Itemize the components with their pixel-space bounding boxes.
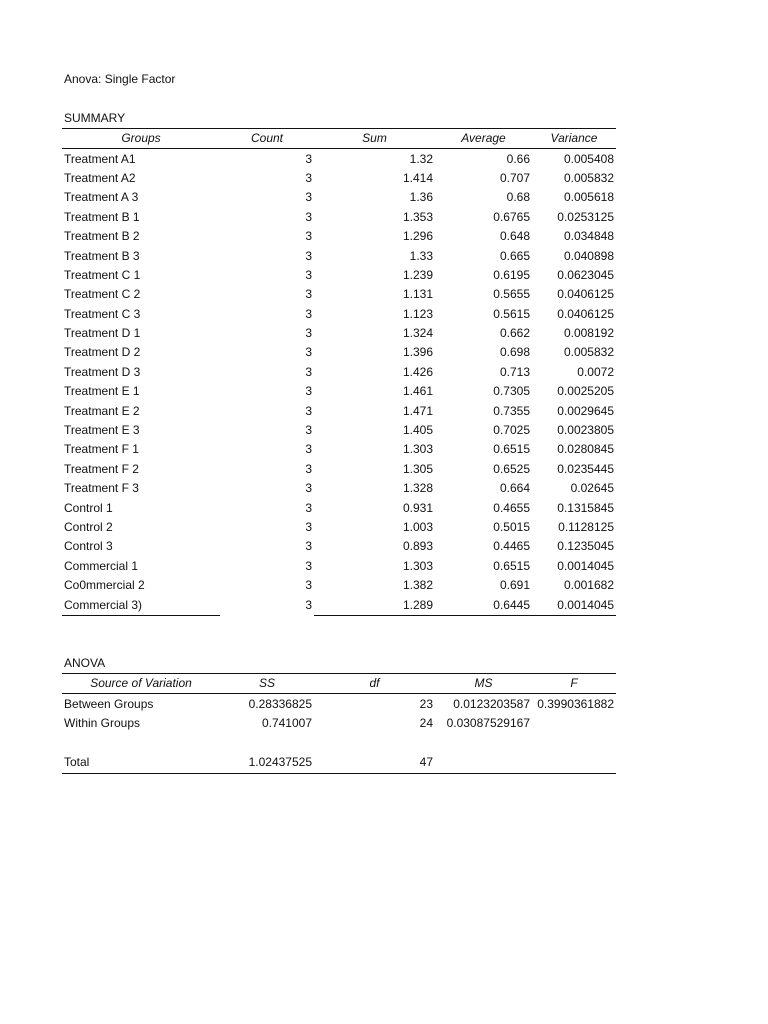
ms-header: MS [435, 674, 532, 694]
summary-row [62, 324, 616, 343]
average-cell: 0.6765 [493, 209, 530, 224]
sum-cell: 1.328 [402, 481, 433, 496]
sum-cell: 1.296 [402, 229, 433, 244]
variance-cell: 0.001682 [563, 578, 614, 593]
group-name-cell: Treatment D 1 [64, 326, 141, 341]
summary-header-row [62, 129, 616, 149]
variance-cell: 0.02645 [570, 481, 614, 496]
summary-row [62, 188, 616, 207]
empty-cell [532, 733, 616, 753]
variance-cell: 0.0406125 [557, 306, 614, 321]
count-cell: 3 [305, 384, 312, 399]
analysis-title: Anova: Single Factor [64, 72, 176, 86]
count-cell: 3 [305, 170, 312, 185]
group-name-cell: Commercial 3) [62, 595, 220, 615]
summary-row [62, 595, 616, 615]
average-cell: 0.6525 [493, 461, 530, 476]
group-name-cell: Treatment B 3 [64, 248, 140, 263]
variance-cell: 0.005618 [563, 190, 614, 205]
count-cell: 3 [305, 248, 312, 263]
group-name-cell: Treatment C 1 [64, 267, 141, 282]
empty-cell [220, 733, 314, 753]
f-cell: 0.3990361882 [537, 696, 614, 711]
average-cell: 0.665 [499, 248, 530, 263]
group-name-cell: Treatment E 3 [64, 423, 140, 438]
count-cell: 3 [305, 326, 312, 341]
summary-row [62, 557, 616, 576]
variance-cell: 0.0014045 [557, 558, 614, 573]
count-cell: 3 [305, 267, 312, 282]
summary-row [62, 382, 616, 401]
group-name-cell: Treatment D 2 [64, 345, 141, 360]
count-cell: 3 [305, 597, 312, 612]
sum-cell: 1.426 [402, 364, 433, 379]
variance-cell: 0.005832 [563, 345, 614, 360]
average-cell: 0.691 [499, 578, 530, 593]
summary-row [62, 498, 616, 517]
variance-cell: 0.034848 [563, 229, 614, 244]
sum-cell: 1.33 [409, 248, 433, 263]
empty-cell [435, 733, 532, 753]
sum-cell: 1.239 [402, 267, 433, 282]
source-cell: Between Groups [64, 696, 154, 711]
average-cell: 0.4465 [493, 539, 530, 554]
average-cell: 0.66 [506, 151, 530, 166]
group-name-cell: Control 2 [64, 520, 113, 534]
average-cell: 0.713 [499, 364, 530, 379]
summary-row [62, 440, 616, 459]
count-cell: 3 [305, 287, 312, 302]
sum-cell: 0.931 [402, 500, 433, 515]
anova-table [62, 673, 616, 774]
count-cell: 3 [305, 403, 312, 418]
average-cell: 0.68 [506, 190, 530, 205]
count-cell: 3 [305, 539, 312, 554]
variance-cell: 0.040898 [563, 248, 614, 263]
summary-row [62, 169, 616, 188]
ss-cell: 0.741007 [261, 715, 312, 730]
df-header: df [314, 674, 435, 694]
f-cell [532, 714, 616, 733]
average-cell: 0.7025 [493, 423, 530, 438]
count-cell: 3 [305, 558, 312, 573]
sum-cell: 1.303 [402, 442, 433, 457]
group-name-cell: Control 1 [64, 500, 113, 515]
average-cell: 0.5015 [493, 520, 530, 534]
summary-row [62, 149, 616, 169]
group-name-cell: Treatment F 1 [64, 442, 139, 457]
source-cell: Within Groups [64, 715, 141, 730]
average-cell: 0.6195 [493, 267, 530, 282]
sum-cell: 1.405 [402, 423, 433, 438]
sum-cell: 1.289 [314, 595, 435, 615]
sum-cell: 1.32 [409, 151, 433, 166]
average-cell: 0.5655 [493, 287, 530, 302]
average-cell: 0.662 [499, 326, 530, 341]
group-name-cell: Commercial 1 [64, 558, 139, 573]
f-cell [532, 753, 616, 773]
count-cell: 3 [305, 520, 312, 534]
group-name-cell: Treatmant E 2 [64, 403, 140, 418]
ss-header: SS [220, 674, 314, 694]
sum-cell: 1.123 [402, 306, 433, 321]
df-cell: 24 [419, 715, 433, 730]
count-cell: 3 [305, 229, 312, 244]
anova-total-row [62, 753, 616, 773]
group-name-cell: Treatment F 3 [64, 481, 139, 496]
count-cell: 3 [305, 500, 312, 515]
average-cell: 0.664 [499, 481, 530, 496]
summary-row [62, 285, 616, 304]
count-cell: 3 [305, 209, 312, 224]
anova-section-label: ANOVA [64, 656, 106, 670]
sum-cell: 1.414 [402, 170, 433, 185]
group-name-cell: Treatment A 3 [64, 190, 139, 205]
average-cell: 0.698 [499, 345, 530, 360]
group-name-cell: Treatment E 1 [64, 384, 140, 399]
count-cell: 3 [305, 461, 312, 476]
variance-cell: 0.0029645 [557, 403, 614, 418]
summary-row [62, 518, 616, 537]
average-cell: 0.7305 [493, 384, 530, 399]
average-cell: 0.6445 [435, 595, 532, 615]
variance-cell: 0.1315845 [557, 500, 614, 515]
empty-cell [62, 733, 220, 753]
average-cell: 0.6515 [493, 558, 530, 573]
groups-header: Groups [62, 129, 220, 149]
count-cell: 3 [305, 306, 312, 321]
group-name-cell: Treatment F 2 [64, 461, 139, 476]
summary-row [62, 363, 616, 382]
ms-cell [435, 753, 532, 773]
sum-cell: 1.471 [402, 403, 433, 418]
variance-cell: 0.005408 [563, 151, 614, 166]
summary-row [62, 208, 616, 227]
sum-cell: 1.305 [402, 461, 433, 476]
average-cell: 0.4655 [493, 500, 530, 515]
anova-row [62, 714, 616, 733]
sum-cell: 0.893 [402, 539, 433, 554]
summary-row [62, 576, 616, 595]
summary-row [62, 227, 616, 246]
summary-row [62, 460, 616, 479]
variance-cell: 0.005832 [563, 170, 614, 185]
ms-cell: 0.0123203587 [453, 696, 530, 711]
average-cell: 0.5615 [493, 306, 530, 321]
sum-cell: 1.324 [402, 326, 433, 341]
ss-cell: 0.28336825 [248, 696, 312, 711]
summary-row [62, 343, 616, 362]
summary-section-label: SUMMARY [64, 111, 126, 125]
summary-body [62, 149, 616, 615]
summary-row [62, 479, 616, 498]
group-name-cell: Treatment C 3 [64, 306, 141, 321]
average-header: Average [435, 129, 532, 149]
count-cell: 3 [305, 423, 312, 438]
group-name-cell: Treatment B 1 [64, 209, 140, 224]
df-cell: 23 [419, 696, 433, 711]
sum-cell: 1.382 [402, 578, 433, 593]
summary-row [62, 537, 616, 556]
count-cell: 3 [305, 481, 312, 496]
group-name-cell: Treatment C 2 [64, 287, 141, 302]
variance-cell: 0.0014045 [532, 595, 616, 615]
average-cell: 0.648 [499, 229, 530, 244]
ss-cell: 1.02437525 [220, 753, 314, 773]
sum-cell: 1.131 [402, 287, 433, 302]
variance-cell: 0.0253125 [557, 209, 614, 224]
group-name-cell: Treatment B 2 [64, 229, 140, 244]
source-header: Source of Variation [62, 674, 220, 694]
sum-cell: 1.396 [402, 345, 433, 360]
anova-row [62, 694, 616, 714]
summary-row [62, 401, 616, 420]
variance-header: Variance [532, 129, 616, 149]
anova-spacer-row [62, 733, 616, 753]
sum-cell: 1.303 [402, 558, 433, 573]
ms-cell: 0.03087529167 [446, 715, 530, 730]
summary-table [62, 128, 616, 616]
count-cell: 3 [305, 345, 312, 360]
variance-cell: 0.0235445 [557, 461, 614, 476]
variance-cell: 0.0023805 [557, 423, 614, 438]
group-name-cell: Co0mmercial 2 [64, 578, 145, 593]
count-cell: 3 [305, 364, 312, 379]
variance-cell: 0.0280845 [557, 442, 614, 457]
variance-cell: 0.008192 [563, 326, 614, 341]
empty-cell [314, 733, 435, 753]
count-cell: 3 [305, 442, 312, 457]
count-cell: 3 [305, 578, 312, 593]
f-header: F [532, 674, 616, 694]
sum-cell: 1.353 [402, 209, 433, 224]
sum-cell: 1.003 [402, 520, 433, 534]
summary-row [62, 266, 616, 285]
group-name-cell: Control 3 [64, 539, 113, 554]
sum-cell: 1.461 [402, 384, 433, 399]
sum-cell: 1.36 [409, 190, 433, 205]
group-name-cell: Treatment A1 [64, 151, 136, 166]
variance-cell: 0.1128125 [558, 520, 614, 534]
group-name-cell: Treatment A2 [64, 170, 136, 185]
summary-row [62, 305, 616, 324]
sum-header: Sum [314, 129, 435, 149]
df-cell: 47 [314, 753, 435, 773]
summary-row [62, 246, 616, 265]
count-cell: 3 [305, 151, 312, 166]
variance-cell: 0.0623045 [557, 267, 614, 282]
variance-cell: 0.0406125 [557, 287, 614, 302]
average-cell: 0.7355 [493, 403, 530, 418]
variance-cell: 0.0025205 [557, 384, 614, 399]
anova-body [62, 694, 616, 773]
average-cell: 0.707 [499, 170, 530, 185]
count-header: Count [220, 129, 314, 149]
average-cell: 0.6515 [493, 442, 530, 457]
source-cell: Total [62, 753, 220, 773]
group-name-cell: Treatment D 3 [64, 364, 141, 379]
anova-header-row [62, 674, 616, 694]
variance-cell: 0.0072 [577, 364, 614, 379]
summary-row [62, 421, 616, 440]
variance-cell: 0.1235045 [557, 539, 614, 554]
count-cell: 3 [305, 190, 312, 205]
